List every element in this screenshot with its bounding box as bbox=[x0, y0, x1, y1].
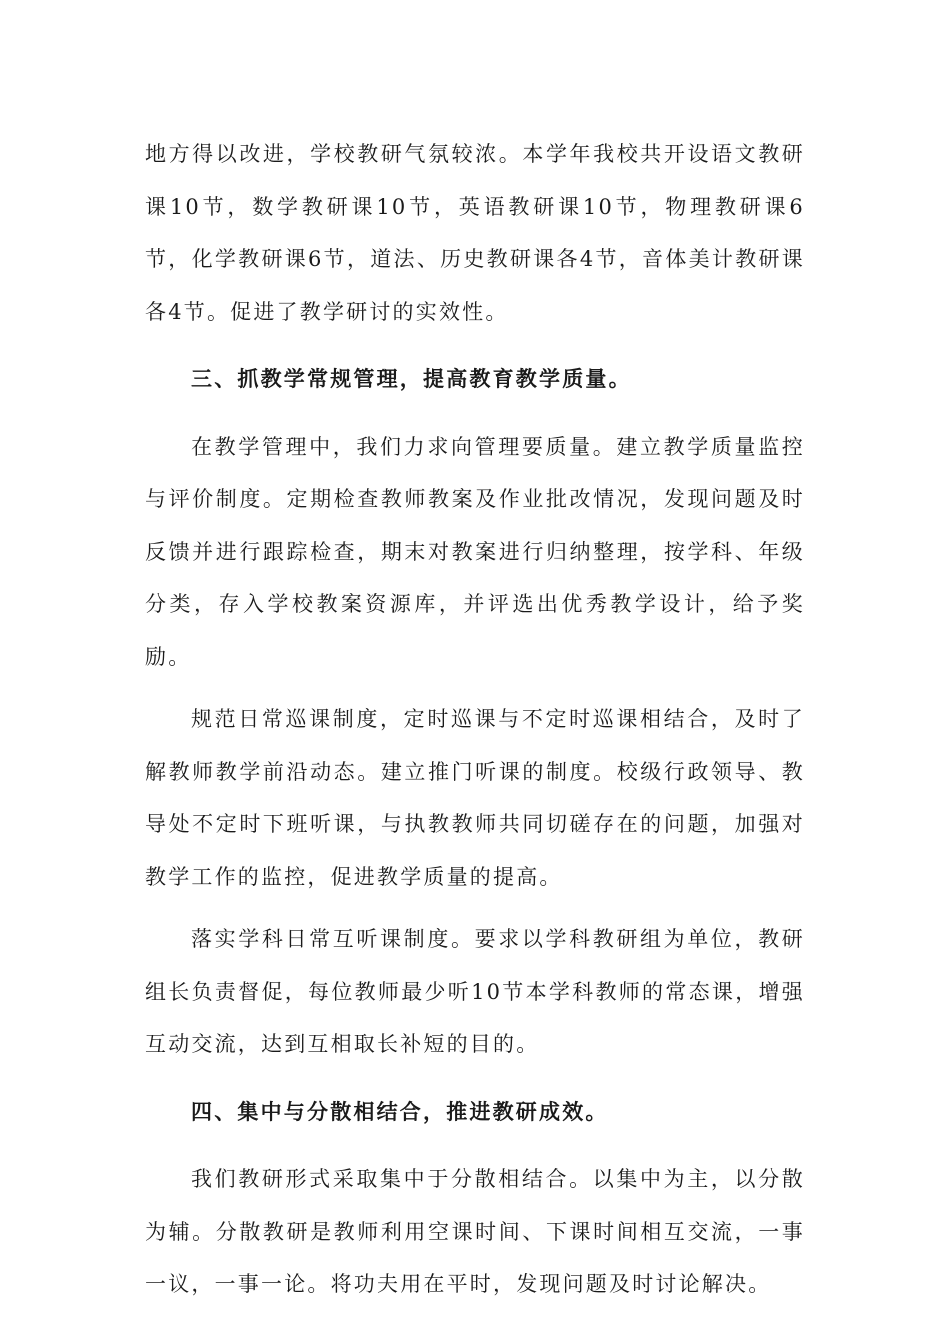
paragraph-teaching-management: 在教学管理中，我们力求向管理要质量。建立教学质量监控与评价制度。定期检查教师教案及作业批改情况，发现问题及时反馈并进行跟踪检查，期末对教案进行归纳整理，按学科、年级分类，存入学校教案资源库，并评选出优秀教学设计，给予奖励。 bbox=[145, 434, 805, 669]
document-body bbox=[145, 128, 805, 1311]
paragraph-research-format: 我们教研形式采取集中于分散相结合。以集中为主，以分散为辅。分散教研是教师利用空课时间、下课时间相互交流，一事一议，一事一论。将功夫用在平时，发现问题及时讨论解决。 bbox=[145, 1167, 805, 1296]
paragraph-patrol-system: 规范日常巡课制度，定时巡课与不定时巡课相结合，及时了解教师教学前沿动态。建立推门听课的制度。校级行政领导、教导处不定时下班听课，与执教教师共同切磋存在的问题，加强对教学工作的监控，促进教学质量的提高。 bbox=[145, 707, 805, 889]
paragraph-peer-observation: 落实学科日常互听课制度。要求以学科教研组为单位，教研组长负责督促，每位教师最少听10节本学科教师的常态课，增强互动交流，达到互相取长补短的目的。 bbox=[145, 927, 805, 1056]
section-heading-3: 三、抓教学常规管理，提高教育教学质量。 bbox=[191, 366, 632, 391]
section-heading-4: 四、集中与分散相结合，推进教研成效。 bbox=[191, 1098, 609, 1124]
paragraph-continued: 地方得以改进，学校教研气氛较浓。本学年我校共开设语文教研课10节，数学教研课10节，英语教研课10节，物理教研课6节，化学教研课6节，道法、历史教研课各4节，音体美计教研课各4节。促进了教学研讨的实效性。 bbox=[145, 142, 805, 324]
